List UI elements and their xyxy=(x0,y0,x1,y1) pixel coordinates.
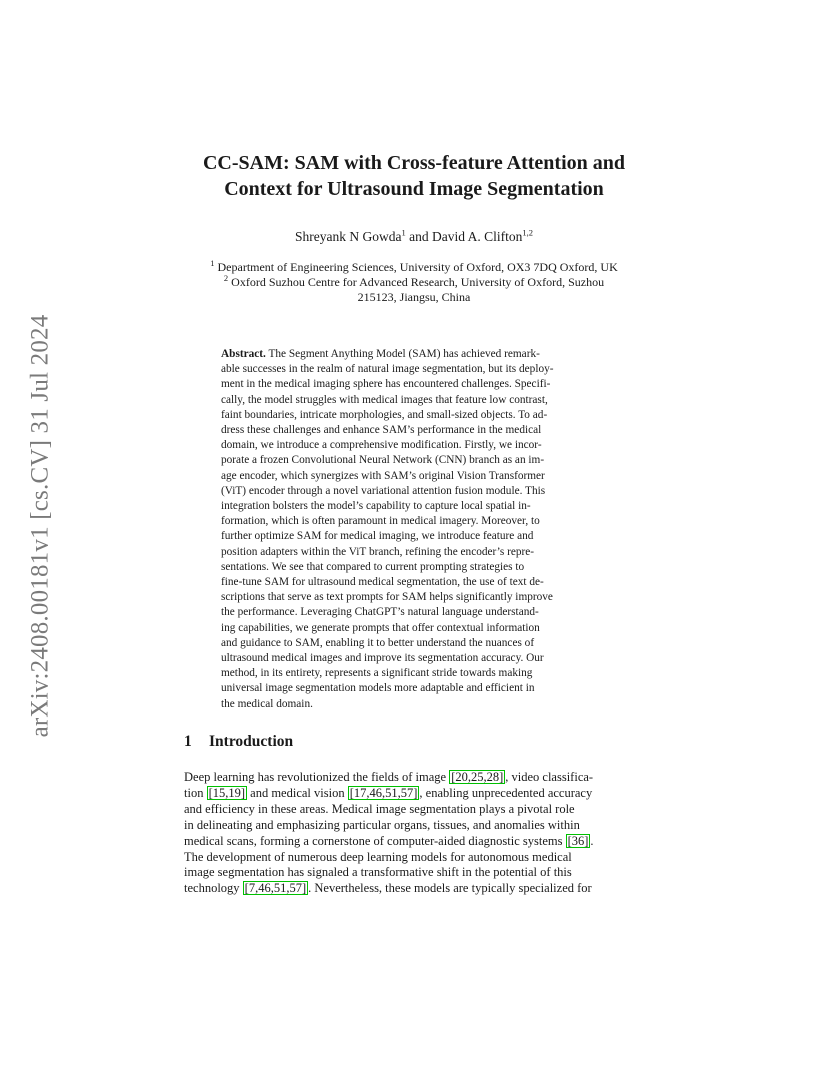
abstract-line: porate a frozen Convolutional Neural Network (CNN) branch as an im- xyxy=(221,454,545,467)
citation-link[interactable]: [15,19] xyxy=(208,785,246,800)
affiliation-1 xyxy=(150,260,678,275)
affiliation-1-text: Department of Engineering Sciences, University of Oxford, OX3 7DQ Oxford, UK xyxy=(217,260,618,274)
paper-title xyxy=(150,150,678,202)
abstract-line: ment in the medical imaging sphere has encountered challenges. Specifi- xyxy=(221,378,551,391)
intro-line xyxy=(184,881,653,897)
section-heading-introduction xyxy=(184,733,293,751)
abstract-line: fine-tune SAM for ultrasound medical segmentation, the use of text de- xyxy=(221,576,544,589)
intro-line xyxy=(184,834,653,850)
author-2: David A. Clifton xyxy=(431,229,523,244)
affiliation-2-mark: 2 xyxy=(223,273,229,283)
title-line-2: Context for Ultrasound Image Segmentation xyxy=(224,178,604,200)
arxiv-identifier xyxy=(14,296,66,756)
abstract-line: scriptions that serve as text prompts for SAM helps significantly improve xyxy=(221,591,553,604)
intro-text: tion xyxy=(184,785,207,800)
section-number: 1 xyxy=(184,733,192,750)
author-conjunction: and xyxy=(409,229,429,244)
introduction-body xyxy=(184,770,653,897)
abstract-line: age encoder, which synergizes with SAM’s original Vision Transformer xyxy=(221,469,545,482)
abstract-line: and guidance to SAM, enabling it to better understand the nuances of xyxy=(221,636,535,649)
citation-link[interactable]: [36] xyxy=(567,833,589,848)
abstract-line: formation, which is often paramount in medical imagery. Moreover, to xyxy=(221,515,540,528)
affiliation-2-text: Oxford Suzhou Centre for Advanced Research, University of Oxford, Suzhou xyxy=(231,275,605,289)
abstract-line: ing capabilities, we generate prompts that offer contextual information xyxy=(221,621,540,634)
intro-text: , enabling unprecedented accuracy xyxy=(419,785,593,800)
intro-text: medical scans, forming a cornerstone of computer-aided diagnostic systems xyxy=(184,833,566,848)
author-1-affil-mark: 1 xyxy=(401,227,406,238)
abstract-label: Abstract. xyxy=(221,348,266,360)
abstract-line: (ViT) encoder through a novel variational attention fusion module. This xyxy=(221,484,546,497)
arxiv-identifier-text: arXiv:2408.00181v1 [cs.CV] 31 Jul 2024 xyxy=(26,314,54,738)
abstract-line: universal image segmentation models more adaptable and efficient in xyxy=(221,682,535,695)
affiliation-2 xyxy=(150,275,678,290)
intro-text: . xyxy=(590,833,594,848)
intro-line: image segmentation has signaled a transformative shift in the potential of this xyxy=(184,865,572,880)
intro-text: . Nevertheless, these models are typically specialized for xyxy=(308,881,592,896)
affiliation-1-mark: 1 xyxy=(210,258,215,268)
intro-line: in delineating and emphasizing particular organs, tissues, and anomalies within xyxy=(184,817,580,832)
author-list xyxy=(150,229,678,245)
intro-line xyxy=(184,786,653,802)
abstract-line: the medical domain. xyxy=(221,697,313,710)
abstract-line xyxy=(221,347,614,362)
intro-line: The development of numerous deep learning models for autonomous medical xyxy=(184,849,572,864)
abstract-line: able successes in the realm of natural image segmentation, but its deploy- xyxy=(221,363,554,376)
abstract-line: faint boundaries, intricate morphologies, and small-sized objects. To ad- xyxy=(221,408,548,421)
citation-link[interactable]: [17,46,51,57] xyxy=(349,785,418,800)
author-1: Shreyank N Gowda xyxy=(295,229,402,244)
abstract-line: cally, the model struggles with medical images that feature low contrast, xyxy=(221,393,548,406)
intro-line: and efficiency in these areas. Medical image segmentation plays a pivotal role xyxy=(184,801,575,816)
intro-line xyxy=(184,770,653,786)
citation-link[interactable]: [20,25,28] xyxy=(451,770,504,784)
intro-text: Deep learning has revolutionized the fields of image xyxy=(184,770,450,784)
abstract-line: domain, we introduce a comprehensive modification. Firstly, we incor- xyxy=(221,439,542,452)
affiliations xyxy=(150,260,678,305)
citation-link[interactable]: [7,46,51,57] xyxy=(244,881,307,896)
abstract-line: ultrasound medical images and improve its segmentation accuracy. Our xyxy=(221,652,544,665)
abstract-line: integration bolsters the model’s capability to capture local spatial in- xyxy=(221,500,531,513)
abstract-line: method, in its entirety, represents a significant stride towards making xyxy=(221,667,533,680)
abstract-line: the performance. Leveraging ChatGPT’s natural language understand- xyxy=(221,606,539,619)
intro-text: , video classifica- xyxy=(505,770,594,784)
abstract-line: sentations. We see that compared to current prompting strategies to xyxy=(221,560,525,573)
title-line-1: CC-SAM: SAM with Cross-feature Attention and xyxy=(202,152,626,174)
abstract xyxy=(221,347,614,712)
abstract-line: position adapters within the ViT branch, refining the encoder’s repre- xyxy=(221,545,535,558)
abstract-first-line: The Segment Anything Model (SAM) has achieved remark- xyxy=(268,348,540,360)
intro-text: and medical vision xyxy=(247,785,348,800)
intro-text: technology xyxy=(184,881,243,896)
affiliation-2-continued: 215123, Jiangsu, China xyxy=(357,290,471,304)
section-title: Introduction xyxy=(209,733,294,750)
abstract-line: dress these challenges and enhance SAM’s performance in the medical xyxy=(221,424,542,437)
abstract-line: further optimize SAM for medical imaging, we introduce feature and xyxy=(221,530,534,543)
author-2-affil-mark: 1,2 xyxy=(522,227,533,238)
